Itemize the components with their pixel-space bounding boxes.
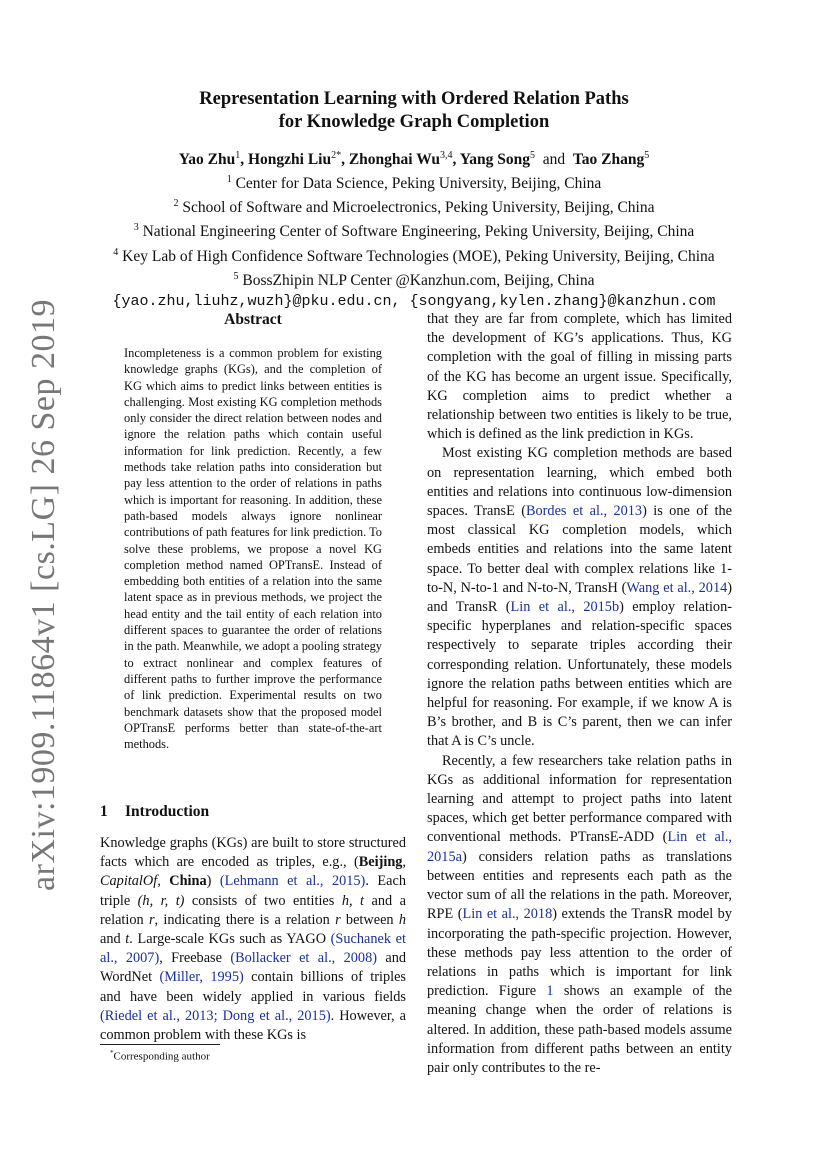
- author-2: Hongzhi Liu: [247, 151, 332, 169]
- citation-lin-2015a[interactable]: Lin et al., 2015a: [427, 829, 732, 865]
- author-4: Yang Song: [459, 151, 530, 169]
- footnote-text: Corresponding author: [113, 1050, 210, 1063]
- citation-bollacker[interactable]: (Bollacker et al., 2008): [230, 950, 377, 967]
- footnote-mark: *: [110, 1049, 114, 1057]
- author-5: Tao Zhang: [572, 151, 645, 169]
- citation-lehmann[interactable]: (Lehmann et al., 2015): [219, 873, 366, 890]
- footnote-rule: [100, 1044, 220, 1045]
- citation-wang[interactable]: Wang et al., 2014: [626, 579, 728, 596]
- title-line-1: Representation Learning with Ordered Relation Paths: [199, 89, 629, 109]
- right-paragraph-3: Recently, a few researchers take relation paths in KGs as additional information for representation learning and attempt to project paths into latent spaces, which get better performance compared with conventional methods. PTransE-ADD (Lin et al., 2015a) considers relation paths as translations between entities and represents each path as the vector sum of all the relations in the path. Moreover, RPE (Lin et al., 2018) extends the TransR model by incorporating the path-specific projection. However, these methods pay less attention to the order of relations in paths which is important for link prediction. Figure 1 shows an example of the meaning change when the order of relations is altered. In addition, these path-based models assume information from different paths between an entity pair only contributes to the re-: [427, 752, 732, 1076]
- author-3-sup: 3,4: [440, 150, 453, 161]
- introduction-paragraph: Knowledge graphs (KGs) are built to store structured facts which are encoded as triples, e.g., (Beijing, CapitalOf, China) (Lehmann et al., 2015). Each triple (h, r, t) consists of two entities h, t and a relation r, indicating there is a relation r between h and t. Large-scale KGs such as YAGO (Suchanek et al., 2007), Freebase (Bollacker et al., 2008) and WordNet (Miller, 1995) contain billions of triples and have been widely applied in various fields (Riedel et al., 2013; Dong et al., 2015). However, a common problem with these KGs is: [100, 835, 407, 1044]
- title-line-2: for Knowledge Graph Completion: [278, 112, 550, 132]
- citation-riedel-dong[interactable]: (Riedel et al., 2013; Dong et al., 2015): [100, 1007, 331, 1024]
- arxiv-stamp: [16, 299, 72, 891]
- section-number: 1: [100, 803, 108, 820]
- arxiv-stamp-text: arXiv:1909.11864v1 [cs.LG] 26 Sep 2019: [25, 299, 63, 891]
- author-1: Yao Zhu: [178, 151, 236, 169]
- paper-title: [60, 88, 768, 134]
- abstract-heading: Abstract: [224, 311, 282, 328]
- affiliation-5: $^5$ BossZhipin NLP Center @Kanzhun.com, Beijing, China: [233, 270, 595, 289]
- author-1-sup: 1: [235, 150, 241, 161]
- author-emails: {yao.zhu,liuhz,wuzh}@pku.edu.cn, {songyang,kylen.zhang}@kanzhun.com: [112, 292, 716, 310]
- right-column: [427, 310, 732, 1078]
- affiliation-1: $^1$ Center for Data Science, Peking University, Beijing, China: [226, 174, 602, 193]
- author-5-sup: 5: [644, 150, 650, 161]
- author-4-sup: 5: [529, 150, 535, 161]
- right-paragraph-1: that they are far from complete, which has limited the development of KG’s applications. Thus, KG completion with the goal of filling in missing parts of the KG has become an urgent issue. Specifically, KG completion aims to predict whether a relationship between two entities is likely to be true, which is defined as the link prediction in KGs.: [427, 311, 732, 443]
- abstract-text: Incompleteness is a common problem for existing knowledge graphs (KGs), and the completion of KG which aims to predict links between entities is challenging. Most existing KG completion methods only consider the direct relation between nodes and ignore the relation paths which contain useful information for link prediction. Recently, a few methods take relation paths into consideration but pay less attention to the order of relations in paths which is important for reasoning. In addition, these path-based models always ignore nonlinear contributions of path features for link prediction. To solve these problems, we propose a novel KG completion method named OPTransE. Instead of embedding both entities of a relation into the same latent space as in previous methods, we project the head entity and the tail entity of each relation into different spaces to guarantee the order of relations in the path. Meanwhile, we adopt a pooling strategy to extract nonlinear and complex features of different paths to further improve the performance of link prediction. Experimental results on two benchmark datasets show that the proposed model OPTransE performs better than state-of-the-art methods.: [124, 346, 382, 752]
- citation-miller[interactable]: (Miller, 1995): [159, 969, 244, 986]
- author-and: and: [542, 151, 566, 169]
- right-paragraph-2: Most existing KG completion methods are based on representation learning, which embed both entities and relations into continuous low-dimension spaces. TransE (Bordes et al., 2013) is one of the most classical KG completion models, which embeds entities and relations into the same latent space. To better deal with complex relations like 1-to-N, N-to-1 and N-to-N, TransH (Wang et al., 2014) and TransR (Lin et al., 2015b) employ relation-specific hyperplanes and relation-specific spaces respectively to separate triples according their corresponding relation. Unfortunately, these models ignore the relation paths between entities which are helpful for reasoning. For example, if we know A is B’s brother, and B is C’s parent, then we can infer that A is C’s uncle.: [427, 445, 733, 750]
- figure-1-ref[interactable]: 1: [546, 983, 554, 1000]
- affiliation-2: $^2$ School of Software and Microelectronics, Peking University, Beijing, China: [173, 198, 655, 217]
- footnote: [110, 1049, 210, 1063]
- affiliation-4: $^4$ Key Lab of High Confidence Software Technologies (MOE), Peking University, Beijing, China: [113, 246, 715, 265]
- citation-lin-2015b[interactable]: Lin et al., 2015b: [510, 599, 620, 616]
- paper-header: [60, 88, 768, 312]
- section-title: Introduction: [125, 803, 210, 820]
- citation-suchanek[interactable]: (Suchanek et al., 2007): [100, 931, 406, 967]
- affiliation-3: $^3$ National Engineering Center of Software Engineering, Peking University, Beijing, China: [133, 222, 695, 241]
- citation-lin-2018[interactable]: Lin et al., 2018: [462, 906, 553, 923]
- author-3: Zhonghai Wu: [348, 151, 441, 169]
- citation-bordes[interactable]: Bordes et al., 2013: [525, 503, 643, 520]
- author-2-sup: 2*: [331, 150, 342, 161]
- section-heading-introduction: [100, 803, 209, 821]
- author-list: Yao Zhu$^1$, Hongzhi Liu$^{2*}$, Zhonghai Wu$^{3,4}$, Yang Song$^5$ and Tao Zhang$^5$: [178, 150, 650, 169]
